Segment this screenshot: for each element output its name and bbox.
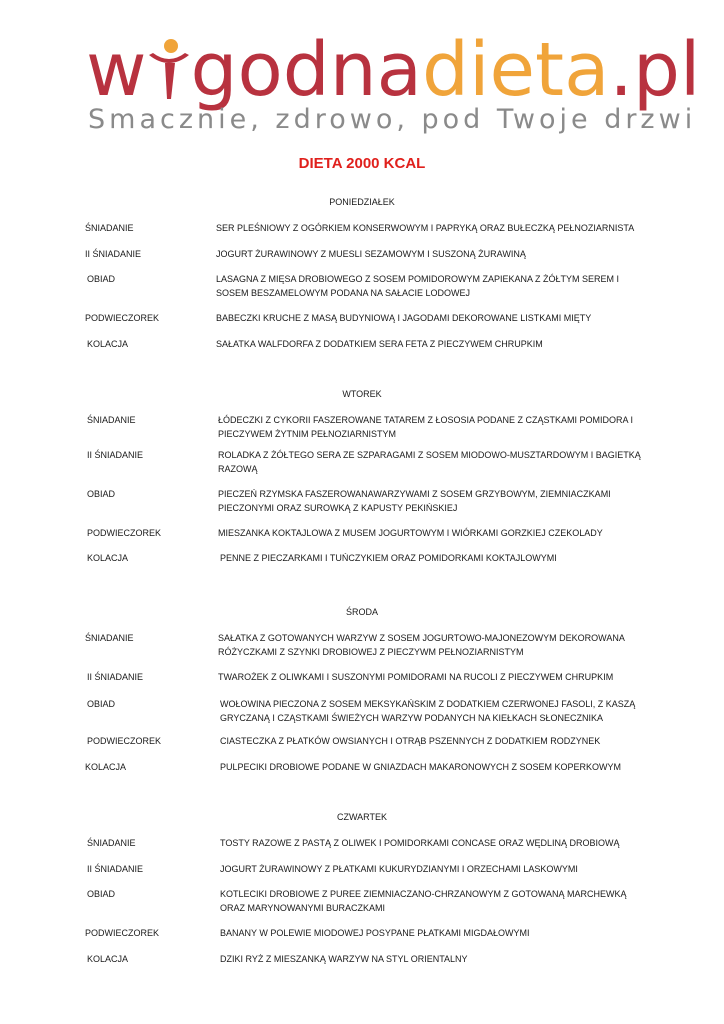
meal-label: II ŚNIADANIE [87, 864, 144, 874]
meal-label: ŚNIADANIE [87, 415, 136, 425]
meal-label: ŚNIADANIE [85, 633, 134, 643]
meal-label: KOLACJA [87, 954, 129, 964]
dish-description: KOTLECIKI DROBIOWE Z PUREE ZIEMNIACZANO-CHRZANOWYM Z GOTOWANĄ MARCHEWKĄ ORAZ MARYNOWANYMI BURACZKAMI [220, 889, 627, 913]
meal-label: PODWIECZOREK [87, 736, 162, 746]
meal-label: KOLACJA [85, 762, 127, 772]
day-heading: PONIEDZIAŁEK [329, 197, 395, 207]
meal-label: OBIAD [87, 274, 116, 284]
dish-description: MIESZANKA KOKTAJLOWA Z MUSEM JOGURTOWYM I WIÓRKAMI GORZKIEJ CZEKOLADY [218, 528, 603, 538]
meal-label: II ŚNIADANIE [87, 672, 144, 682]
logo-part-dieta: dieta [422, 27, 610, 113]
dish-description: TOSTY RAZOWE Z PASTĄ Z OLIWEK I POMIDORKAMI CONCASE ORAZ WĘDLINĄ DROBIOWĄ [220, 838, 620, 848]
meal-label: PODWIECZOREK [85, 313, 160, 323]
dish-description: ROLADKA Z ŻÓŁTEGO SERA ZE SZPARAGAMI Z SOSEM MIODOWO-MUSZTARDOWYM I BAGIETKĄ RAZOWĄ [218, 450, 641, 474]
dish-description: JOGURT ŻURAWINOWY Z MUESLI SEZAMOWYM I SUSZONĄ ŻURAWINĄ [216, 249, 526, 259]
dish-description: SAŁATKA Z GOTOWANYCH WARZYW Z SOSEM JOGURTOWO-MAJONEZOWYM DEKOROWANA RÓŻYCZKAMI Z SZYNKI DROBIOWEJ Z PIECZYWM PEŁNOZIARNISTYM [218, 633, 625, 657]
person-icon [147, 36, 191, 100]
meal-label: ŚNIADANIE [85, 223, 134, 233]
day-heading: WTOREK [342, 389, 382, 399]
dish-description: PIECZEŃ RZYMSKA FASZEROWANAWARZYWAMI Z SOSEM GRZYBOWYM, ZIEMNIACZKAMI PIECZONYMI ORAZ SUROWKĄ Z KAPUSTY PEKIŃSKIEJ [218, 489, 611, 513]
dish-description: JOGURT ŻURAWINOWY Z PŁATKAMI KUKURYDZIANYMI I ORZECHAMI LASKOWYMI [220, 864, 578, 874]
page-title: DIETA 2000 KCAL [298, 155, 426, 172]
dish-description: PENNE Z PIECZARKAMI I TUŃCZYKIEM ORAZ POMIDORKAMI KOKTAJLOWYMI [220, 553, 557, 563]
logo-tagline: Smacznie, zdrowo, pod Twoje drzwi [88, 104, 697, 135]
logo-wordmark [86, 27, 701, 113]
meal-label: PODWIECZOREK [85, 928, 160, 938]
dish-description: SAŁATKA WALFDORFA Z DODATKIEM SERA FETA Z PIECZYWEM CHRUPKIM [216, 339, 543, 349]
meal-label: II ŚNIADANIE [85, 249, 142, 259]
meal-label: OBIAD [87, 889, 116, 899]
dish-description: BANANY W POLEWIE MIODOWEJ POSYPANE PŁATKAMI MIGDAŁOWYMI [220, 928, 530, 938]
day-heading: ŚRODA [345, 607, 378, 617]
day-heading: CZWARTEK [336, 812, 387, 822]
meal-label: KOLACJA [87, 339, 129, 349]
meal-label: OBIAD [87, 699, 116, 709]
logo-part-w: w [86, 27, 147, 113]
logo-part-pl: .pl [609, 27, 701, 113]
dish-description: PULPECIKI DROBIOWE PODANE W GNIAZDACH MAKARONOWYCH Z SOSEM KOPERKOWYM [220, 762, 622, 772]
meal-label: ŚNIADANIE [87, 838, 136, 848]
meal-label: KOLACJA [87, 553, 129, 563]
dish-description: CIASTECZKA Z PŁATKÓW OWSIANYCH I OTRĄB PSZENNYCH Z DODATKIEM RODZYNEK [220, 736, 601, 746]
dish-description: TWAROŻEK Z OLIWKAMI I SUSZONYMI POMIDORAMI NA RUCOLI Z PIECZYWEM CHRUPKIM [218, 672, 614, 682]
dish-description: LASAGNA Z MIĘSA DROBIOWEGO Z SOSEM POMIDOROWYM ZAPIEKANA Z ŻÓŁTYM SEREM I SOSEM BESZAMELOWYM PODANA NA SAŁACIE LODOWEJ [216, 274, 620, 298]
meal-label: II ŚNIADANIE [87, 450, 144, 460]
dish-description: WOŁOWINA PIECZONA Z SOSEM MEKSYKAŃSKIM Z DODATKIEM CZERWONEJ FASOLI, Z KASZĄ GRYCZANĄ I CZĄSTKAMI ŚWIEŻYCH WARZYW PODANYCH NA KIEŁKACH SŁONECZNIKA [220, 699, 636, 723]
logo-part-godna: godna [190, 27, 422, 113]
dish-description: SER PLEŚNIOWY Z OGÓRKIEM KONSERWOWYM I PAPRYKĄ ORAZ BUŁECZKĄ PEŁNOZIARNISTA [216, 223, 635, 233]
meal-label: OBIAD [87, 489, 116, 499]
dish-description: DZIKI RYŻ Z MIESZANKĄ WARZYW NA STYL ORIENTALNY [220, 954, 468, 964]
logo [0, 0, 724, 140]
meal-label: PODWIECZOREK [87, 528, 162, 538]
dish-description: BABECZKI KRUCHE Z MASĄ BUDYNIOWĄ I JAGODAMI DEKOROWANE LISTKAMI MIĘTY [216, 313, 592, 323]
dish-description: ŁÓDECZKI Z CYKORII FASZEROWANE TATAREM Z ŁOSOSIA PODANE Z CZĄSTKAMI POMIDORA I PIECZYWEM ŻYTNIM PEŁNOZIARNISTYM [218, 415, 634, 439]
